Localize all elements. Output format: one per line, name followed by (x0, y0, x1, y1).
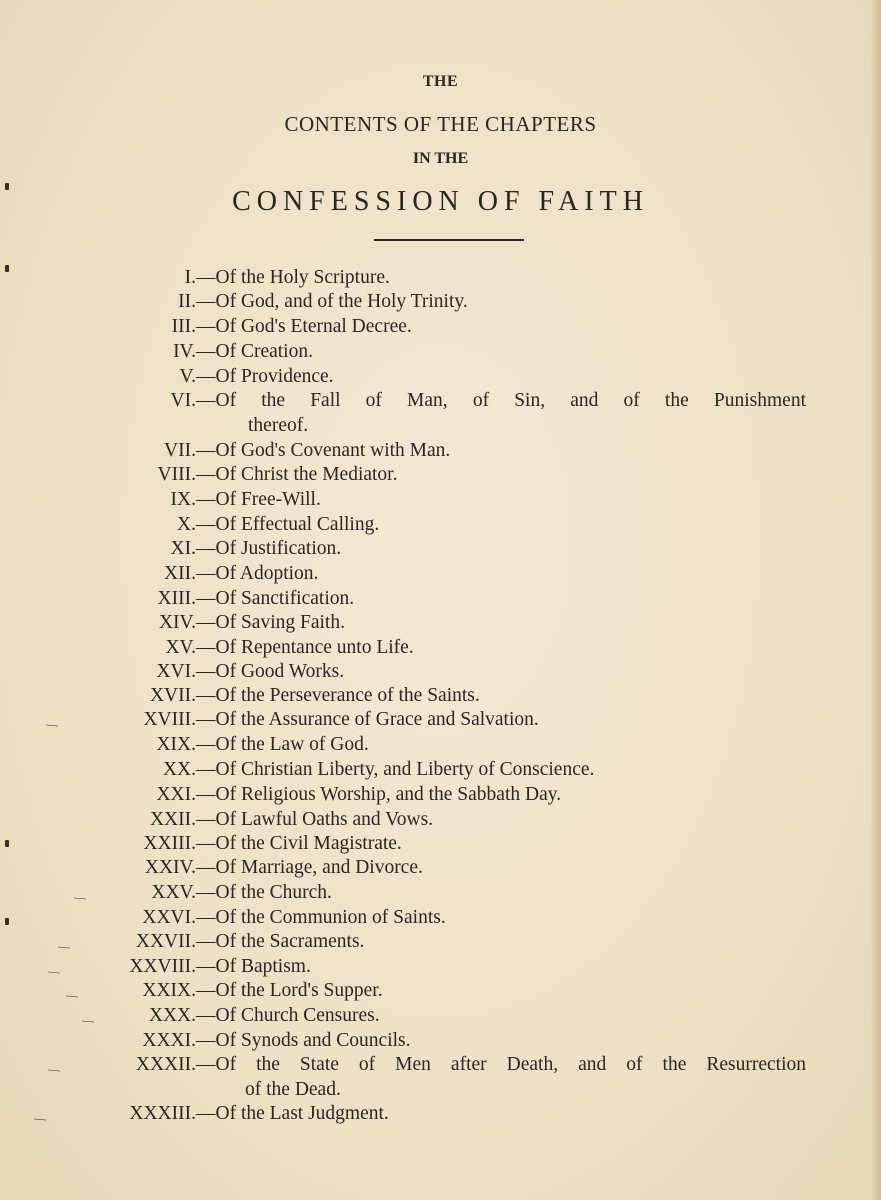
list-item (0, 513, 881, 537)
list-item (0, 955, 881, 979)
chapter-title: —Of God, and of the Holy Trinity. (196, 291, 468, 312)
chapter-number: XXXI. (142, 1030, 196, 1051)
list-item (0, 906, 881, 930)
chapter-title: —Of Adoption. (196, 563, 319, 584)
list-item (0, 290, 881, 314)
chapter-title: —Of the Assurance of Grace and Salvation. (196, 709, 539, 730)
chapter-number: XXII. (149, 809, 196, 830)
list-item (0, 783, 881, 807)
chapter-title: —Of Saving Faith. (196, 612, 345, 633)
pencil-tick-icon: ⁄ (71, 893, 87, 905)
chapter-number: XXIII. (143, 833, 196, 854)
chapter-number: XII. (164, 563, 196, 584)
chapter-number: III. (171, 316, 196, 337)
pencil-tick-icon: ⁄ (55, 942, 71, 954)
chapter-title: —Of Christ the Mediator. (196, 464, 398, 485)
list-item (0, 881, 881, 905)
chapter-number: XVII. (149, 685, 196, 706)
chapter-number: VIII. (157, 464, 196, 485)
list-item (0, 266, 881, 290)
chapter-number: V. (179, 366, 196, 387)
pencil-tick-icon: ⁄ (45, 967, 61, 979)
chapter-number: XV. (165, 637, 196, 658)
list-item (0, 979, 881, 1003)
chapter-number: I. (184, 267, 196, 288)
chapter-title: —Of the Last Judgment. (196, 1103, 389, 1124)
chapter-number: XXXII. (135, 1054, 196, 1075)
chapter-number: XXI. (156, 784, 196, 805)
list-item (0, 856, 881, 880)
list-item (0, 340, 881, 364)
chapter-title: —Of Sanctification. (196, 588, 355, 609)
chapter-title: —Of Christian Liberty, and Liberty of Conscience. (196, 759, 595, 780)
chapter-title: —Of God's Eternal Decree. (196, 316, 412, 337)
chapter-title: —Of Providence. (196, 366, 334, 387)
pencil-tick-icon: ⁄ (63, 991, 79, 1003)
list-item (0, 832, 881, 856)
list-item (0, 684, 881, 708)
chapter-title: —Of Lawful Oaths and Vows. (196, 809, 434, 830)
list-item (0, 587, 881, 611)
page-title: CONFESSION OF FAITH (232, 186, 649, 217)
chapter-title: —Of the Lord's Supper. (196, 980, 383, 1001)
chapter-title: —Of the Church. (196, 882, 332, 903)
pencil-tick-icon: ⁄ (31, 1114, 47, 1126)
chapter-title: —Of Church Censures. (196, 1005, 380, 1026)
chapter-title: —Of the Sacraments. (196, 931, 365, 952)
header-contents: CONTENTS OF THE CHAPTERS (284, 112, 597, 136)
list-item (0, 1053, 881, 1077)
chapter-number: XVI. (156, 661, 196, 682)
chapter-number: IV. (173, 341, 196, 362)
chapter-title: —Of the Perseverance of the Saints. (196, 685, 480, 706)
list-item (0, 439, 881, 463)
chapter-title: —Of the Law of God. (196, 734, 369, 755)
pencil-tick-icon: ⁄ (45, 1065, 61, 1077)
list-item (0, 611, 881, 635)
chapter-title: —Of the Communion of Saints. (196, 907, 446, 928)
chapter-title: —Of Creation. (196, 341, 313, 362)
chapter-number: XXVI. (142, 907, 196, 928)
chapter-title: —Of Effectual Calling. (196, 514, 380, 535)
list-item (0, 930, 881, 954)
chapter-title: —Of the Civil Magistrate. (196, 833, 402, 854)
list-item (0, 463, 881, 487)
chapter-title: —Of Synods and Councils. (196, 1030, 411, 1051)
list-item (0, 1102, 881, 1126)
pencil-tick-icon: ⁄ (43, 720, 59, 732)
title-divider (374, 239, 524, 241)
chapter-number: XVIII. (143, 709, 196, 730)
chapter-number: XXX. (148, 1005, 196, 1026)
list-item (0, 315, 881, 339)
header-in-the: IN THE (412, 150, 469, 167)
header-the: THE (422, 73, 459, 90)
list-item (0, 733, 881, 757)
chapter-title: —Of the State of Men after Death, and of the Resurrection (196, 1054, 806, 1075)
chapter-number: XX. (162, 759, 196, 780)
list-item (0, 708, 881, 732)
chapter-number: II. (178, 291, 196, 312)
list-item (0, 562, 881, 586)
chapter-number: XXIV. (144, 857, 196, 878)
chapter-title: —Of Religious Worship, and the Sabbath Day. (196, 784, 562, 805)
pencil-tick-icon: ⁄ (79, 1016, 95, 1028)
chapter-title: —Of Repentance unto Life. (196, 637, 414, 658)
list-item (0, 389, 881, 413)
chapter-number: XXVII. (135, 931, 196, 952)
list-item (0, 488, 881, 512)
chapter-number: XIV. (158, 612, 196, 633)
chapter-number: VII. (164, 440, 196, 461)
chapter-number: XXIX. (142, 980, 196, 1001)
chapter-title-continuation: thereof. (248, 415, 309, 436)
list-item (0, 365, 881, 389)
chapter-title: —Of Good Works. (196, 661, 345, 682)
list-item (0, 537, 881, 561)
chapter-number: XIX. (156, 734, 196, 755)
list-item (0, 808, 881, 832)
chapter-title: —Of Free-Will. (196, 489, 321, 510)
chapter-number: VI. (170, 390, 196, 411)
chapter-title-continuation: of the Dead. (245, 1079, 341, 1100)
chapter-number: XXXIII. (129, 1103, 196, 1124)
chapter-title: —Of God's Covenant with Man. (196, 440, 451, 461)
list-item (0, 636, 881, 660)
chapter-title: —Of Baptism. (196, 956, 311, 977)
chapter-number: X. (177, 514, 196, 535)
chapter-number: XXV. (151, 882, 196, 903)
chapter-number: XIII. (157, 588, 196, 609)
chapter-title: —Of the Fall of Man, of Sin, and of the Punishment (196, 390, 806, 411)
list-item (0, 1004, 881, 1028)
chapter-number: XXVIII. (129, 956, 196, 977)
chapter-number: XI. (170, 538, 196, 559)
chapter-title: —Of the Holy Scripture. (196, 267, 390, 288)
list-item (0, 758, 881, 782)
list-item (0, 1029, 881, 1053)
chapter-title: —Of Justification. (196, 538, 342, 559)
chapter-title: —Of Marriage, and Divorce. (196, 857, 423, 878)
chapter-number: IX. (170, 489, 196, 510)
list-item (0, 660, 881, 684)
